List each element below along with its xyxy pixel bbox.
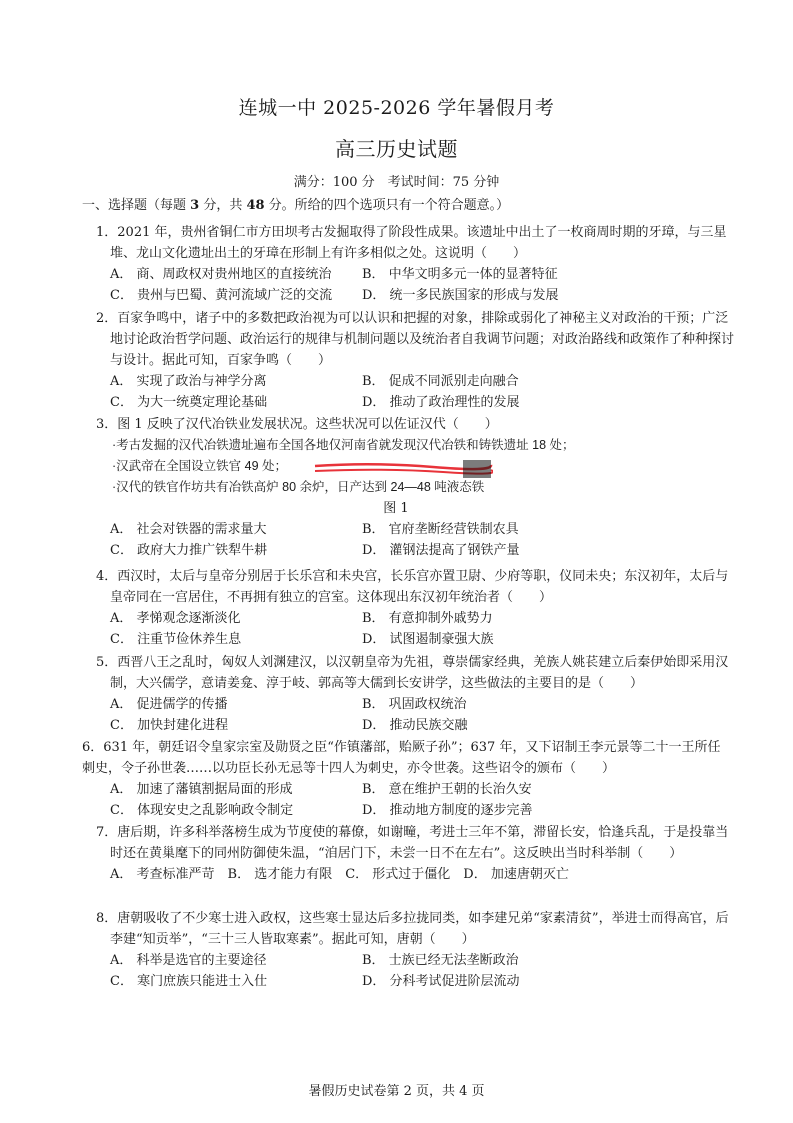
section-heading: 一、选择题（每题 3 分，共 48 分。所给的四个选项只有一个符合题意。） — [82, 198, 510, 213]
question-stem: 6．631 年，朝廷诏令皇家宗室及勋贤之臣“作镇藩部，贻厥子孙”；637 年，又下诏制王李元景等二十一王所任刺史，令子孙世袭……以功臣长孙无忌等十四人为刺史，亦令世袭。这些诏令的颁布（ ） — [82, 740, 721, 776]
figure-bullet: ·汉代的铁官作坊共有冶铁高炉 80 余炉，日产达到 24—48 吨液态铁 — [112, 480, 485, 494]
exam-subtitle: 高三历史试题 — [335, 137, 458, 161]
question-stem: 3．图 1 反映了汉代冶铁业发展状况。这些状况可以佐证汉代（ ） — [96, 417, 498, 432]
question-stem: 7．唐后期，许多科举落榜生成为节度使的幕僚，如谢疃，考进士三年不第，滞留长安，恰逢兵乱，于是投靠当时还在黄巢麾下的同州防御使朱温，“洎居门下，未尝一日不在左右”。这反映出当时科举制（ ） — [96, 825, 729, 861]
option-d[interactable]: D． 推动地方制度的逐步完善 — [362, 803, 533, 818]
option-c[interactable]: C． 为大一统奠定理论基础 — [110, 395, 268, 410]
option-b[interactable]: B． 意在维护王朝的长治久安 — [362, 782, 532, 797]
option-a[interactable]: A． 促进儒学的传播 — [110, 697, 228, 712]
question-stem: 8．唐朝吸收了不少寒士进入政权，这些寒士显达后多拉拢同类，如李建兄弟“家素清贫”，举进士而得高官，后李建“知贡举”，“三十三人皆取寒素”。据此可知，唐朝（ ） — [96, 911, 729, 947]
options — [82, 779, 732, 821]
options — [96, 519, 736, 561]
option-b[interactable]: B． 中华文明多元一体的显著特征 — [362, 267, 558, 282]
question-3 — [96, 414, 736, 561]
question-stem: 1．2021 年，贵州省铜仁市方田坝考古发掘取得了阶段性成果。该遗址中出土了一枚商周时期的牙璋，与三星堆、龙山文化遗址出土的牙璋在形制上有许多相似之处。这说明（ ） — [96, 225, 727, 261]
option-a[interactable]: A． 加速了藩镇割据局面的形成 — [110, 782, 293, 797]
option-c[interactable]: C． 政府大力推广铁犁牛耕 — [110, 543, 268, 558]
question-8 — [96, 908, 736, 992]
option-a[interactable]: A． 商、周政权对贵州地区的直接统治 — [110, 267, 332, 282]
question-stem: 4．西汉时，太后与皇帝分别居于长乐宫和未央宫，长乐宫亦置卫尉、少府等职，仪同未央；东汉初年，太后与皇帝同在一宫居住，不再拥有独立的宫室。这体现出东汉初年统治者（ ） — [96, 569, 729, 605]
option-b[interactable]: B． 促成不同派别走向融合 — [362, 374, 519, 389]
question-1 — [96, 222, 736, 306]
question-stem: 5．西晋八王之乱时，匈奴人刘渊建汉，以汉朝皇帝为先祖，尊崇儒家经典，羌族人姚苌建立后秦伊始即采用汉制，大兴儒学，意请姜龛、淳于岐、郭高等大儒到长安讲学，这些做法的主要目的是（ ） — [96, 655, 729, 691]
option-c[interactable]: C． 体现安史之乱影响政令制定 — [110, 803, 294, 818]
option-b[interactable]: B． 官府垄断经营铁制农具 — [362, 522, 519, 537]
option-b[interactable]: B． 有意抑制外戚势力 — [362, 611, 493, 626]
question-2 — [96, 308, 736, 413]
option-b[interactable]: B． 巩固政权统治 — [362, 697, 467, 712]
figure-bullet: ·考古发掘的汉代冶铁遗址遍布全国各地仅河南省就发现汉代冶铁和铸铁遗址 18 处； — [112, 438, 575, 452]
question-5 — [96, 652, 736, 736]
red-strikethrough-mark — [313, 460, 493, 478]
options — [96, 694, 736, 736]
option-c[interactable]: C． 加快封建化进程 — [110, 718, 229, 733]
option-c[interactable]: C． 寒门庶族只能进士入仕 — [110, 974, 268, 989]
option-c[interactable]: C． 贵州与巴蜀、黄河流域广泛的交流 — [110, 288, 333, 303]
option-d[interactable]: D． 统一多民族国家的形成与发展 — [362, 288, 559, 303]
question-7 — [96, 822, 736, 885]
exam-title: 连城一中 2025-2026 学年暑假月考 — [238, 97, 555, 119]
options — [96, 371, 736, 413]
exam-meta: 满分：100 分 考试时间：75 分钟 — [293, 175, 500, 190]
option-d[interactable]: D． 灌钢法提高了钢铁产量 — [362, 543, 520, 558]
figure-bullet: ·汉武帝在全国设立铁官 49 处； — [112, 459, 288, 473]
question-4 — [96, 566, 736, 650]
figure-caption: 图 1 — [383, 501, 409, 516]
page-footer: 暑假历史试卷第 2 页，共 4 页 — [308, 1084, 485, 1099]
question-stem: 2．百家争鸣中，诸子中的多数把政治视为可以认识和把握的对象，排除或弱化了神秘主义对政治的干预；广泛地讨论政治哲学问题、政治运行的规律与机制问题以及统治者自我调节问题；对政治路线和政策作了种种探讨与设计。据此可知，百家争鸣（ ） — [96, 311, 735, 368]
option-d[interactable]: D． 分科考试促进阶层流动 — [362, 974, 520, 989]
option-row[interactable]: A． 考查标准严苛 B． 选才能力有限 C． 形式过于僵化 D． 加速唐朝灭亡 — [110, 867, 569, 882]
option-c[interactable]: C． 注重节俭休养生息 — [110, 632, 242, 647]
option-a[interactable]: A． 科举是选官的主要途径 — [110, 953, 267, 968]
options — [96, 864, 736, 885]
option-b[interactable]: B． 士族已经无法垄断政治 — [362, 953, 519, 968]
options — [96, 608, 736, 650]
options — [96, 950, 736, 992]
option-d[interactable]: D． 推动了政治理性的发展 — [362, 395, 520, 410]
option-d[interactable]: D． 推动民族交融 — [362, 718, 468, 733]
options — [96, 264, 736, 306]
question-6 — [82, 737, 732, 821]
option-a[interactable]: A． 社会对铁器的需求量大 — [110, 522, 267, 537]
option-a[interactable]: A． 孝悌观念逐渐淡化 — [110, 611, 241, 626]
option-a[interactable]: A． 实现了政治与神学分离 — [110, 374, 267, 389]
option-d[interactable]: D． 试图遏制豪强大族 — [362, 632, 494, 647]
